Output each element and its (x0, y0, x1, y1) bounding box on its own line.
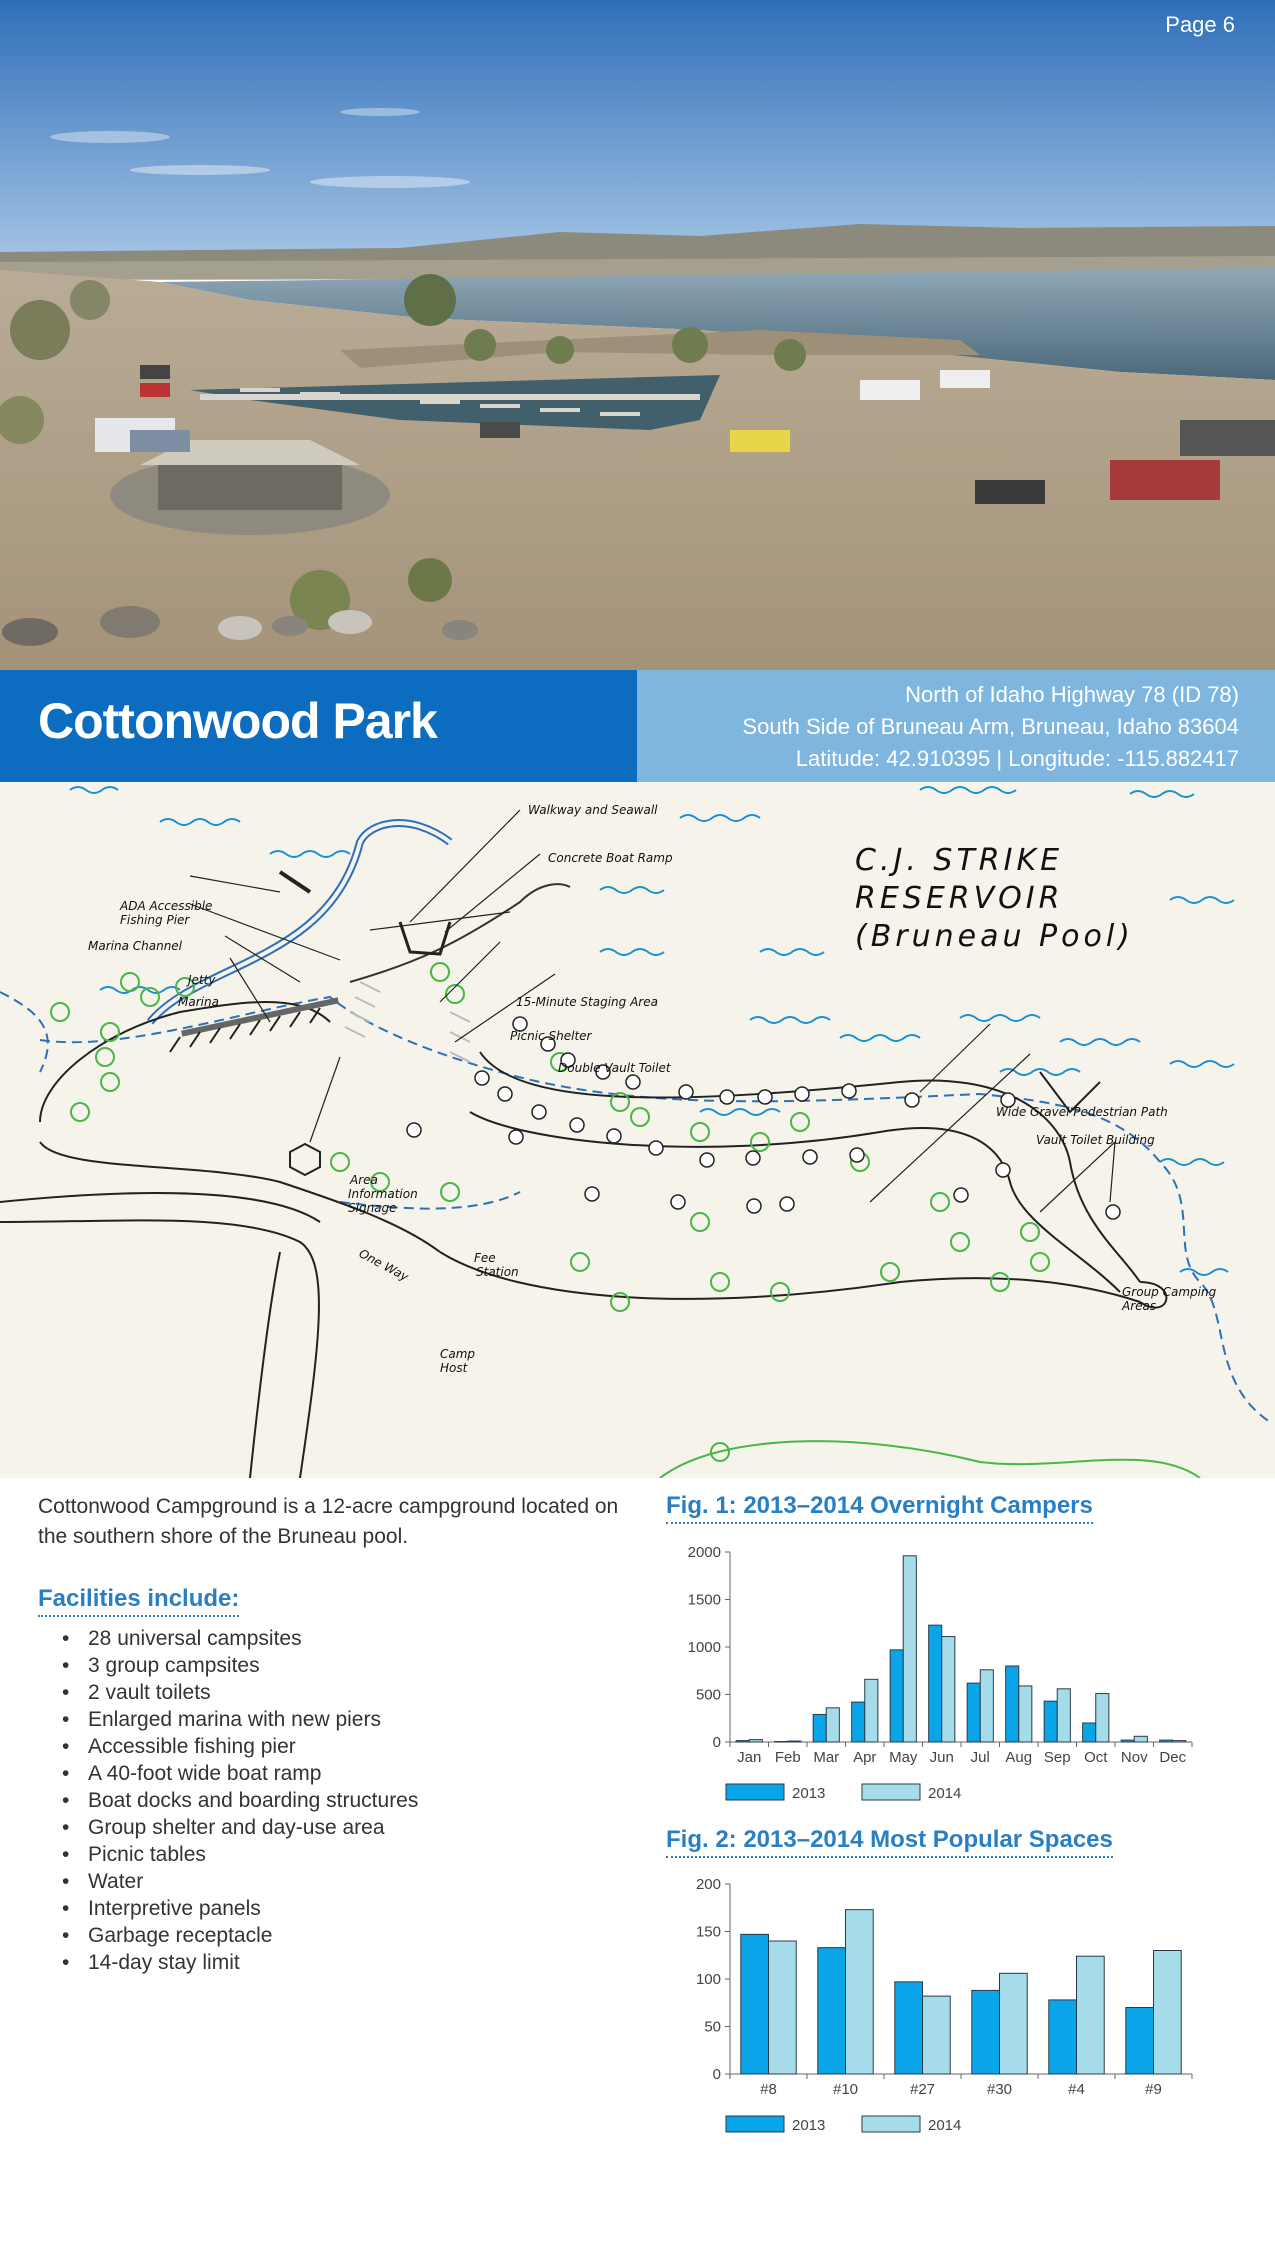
map-label-marina: Marina (178, 995, 219, 1009)
facility-item-label: Picnic tables (88, 1843, 206, 1866)
hero-photo (0, 0, 1275, 670)
bullet-icon: • (62, 1762, 70, 1785)
map-label-group-camping-2: Areas (1122, 1299, 1157, 1313)
campground-map (0, 782, 1275, 1478)
bar-2013-May (890, 1650, 903, 1742)
map-label-jetty: Jetty (188, 973, 216, 987)
map-label-gravel-path: Wide Gravel Pedestrian Path (996, 1105, 1168, 1119)
bar-2013-Dec (1160, 1740, 1173, 1742)
bar-2014-May (903, 1556, 916, 1742)
bar-2013-Feb (775, 1742, 788, 1743)
map-label-camp-host-2: Host (440, 1361, 468, 1375)
facility-item-label: Water (88, 1870, 144, 1893)
bar-2014-Apr (865, 1679, 878, 1742)
y-tick-label: 2000 (687, 1544, 721, 1561)
map-label-area-info-1: Area (350, 1173, 378, 1187)
reservoir-title-3: (Bruneau Pool) (855, 919, 1134, 954)
fig1-overnight-campers-chart (666, 1534, 1226, 1824)
facility-item (62, 1625, 418, 1652)
bar-2014-Aug (1019, 1686, 1032, 1742)
y-tick-label: 150 (695, 1923, 721, 1941)
facility-item (62, 1868, 418, 1895)
map-label-ada-1: ADA Accessible (120, 899, 213, 913)
x-tick-label: #10 (832, 2081, 859, 2098)
map-label-picnic-shelter: Picnic Shelter (510, 1029, 592, 1043)
legend-label-2014: 2014 (928, 2117, 962, 2134)
x-tick-label: Aug (1005, 1749, 1033, 1766)
bar-2013-Jun (929, 1625, 942, 1742)
bar-2014-Sep (1057, 1689, 1070, 1742)
bar-2014-#30 (1000, 1973, 1028, 2074)
bullet-icon: • (62, 1735, 70, 1758)
legend-swatch-2013 (726, 2116, 784, 2132)
facility-item-label: 14-day stay limit (88, 1951, 240, 1974)
facility-item-label: Enlarged marina with new piers (88, 1708, 381, 1731)
bullet-icon: • (62, 1654, 70, 1677)
fig2-title: Fig. 2: 2013–2014 Most Popular Spaces (666, 1826, 1113, 1858)
x-tick-label: #8 (760, 2081, 777, 2098)
park-title: Cottonwood Park (38, 693, 437, 749)
bar-2013-Aug (1006, 1666, 1019, 1742)
bar-2013-#4 (1049, 2000, 1077, 2074)
facility-item-label: A 40-foot wide boat ramp (88, 1762, 322, 1785)
bullet-icon: • (62, 1951, 70, 1974)
bullet-icon: • (62, 1897, 70, 1920)
address-line-2: South Side of Bruneau Arm, Bruneau, Idaho 83604 (742, 714, 1239, 739)
reservoir-title-1: C.J. STRIKE (855, 843, 1064, 878)
facility-item-label: Garbage receptacle (88, 1924, 273, 1947)
facility-item-label: Accessible fishing pier (88, 1735, 296, 1758)
x-tick-label: Apr (853, 1749, 877, 1766)
map-label-staging-area: 15-Minute Staging Area (516, 995, 658, 1009)
bar-2014-Dec (1173, 1741, 1186, 1742)
legend-swatch-2014 (862, 2116, 920, 2132)
bullet-icon: • (62, 1627, 70, 1650)
y-tick-label: 500 (695, 1686, 721, 1704)
y-tick-label: 1000 (687, 1639, 721, 1656)
facility-item (62, 1760, 418, 1787)
facilities-list (62, 1625, 418, 1976)
facility-item (62, 1895, 418, 1922)
bar-2014-Oct (1096, 1694, 1109, 1742)
bullet-icon: • (62, 1816, 70, 1839)
park-banner (0, 670, 1275, 782)
x-tick-label: Jul (970, 1749, 990, 1766)
x-tick-label: #4 (1068, 2081, 1085, 2098)
bar-2013-#9 (1126, 2008, 1154, 2075)
facility-item-label: 3 group campsites (88, 1654, 260, 1677)
legend-label-2014: 2014 (928, 1785, 962, 1802)
bar-2014-Jul (980, 1670, 993, 1742)
bar-2013-Oct (1083, 1723, 1096, 1742)
legend-swatch-2014 (862, 1784, 920, 1800)
map-label-group-camping-1: Group Camping (1122, 1285, 1217, 1299)
bar-2014-#8 (769, 1941, 797, 2074)
x-tick-label: #27 (909, 2081, 936, 2098)
y-tick-label: 200 (695, 1876, 721, 1893)
bar-2013-Sep (1044, 1701, 1057, 1742)
x-tick-label: #9 (1145, 2081, 1162, 2098)
x-tick-label: Sep (1043, 1749, 1071, 1766)
map-label-fee-1: Fee (474, 1251, 496, 1265)
map-label-boat-ramp: Concrete Boat Ramp (548, 851, 673, 865)
map-label-vault-toilet-building: Vault Toilet Building (1036, 1133, 1155, 1147)
page-number: Page 6 (1165, 12, 1235, 37)
legend-label-2013: 2013 (792, 2117, 826, 2134)
banner-title-panel (0, 670, 637, 782)
bar-2013-#10 (818, 1948, 846, 2074)
y-tick-label: 100 (695, 1971, 721, 1988)
legend-label-2013: 2013 (792, 1785, 826, 1802)
bar-2014-#9 (1154, 1951, 1182, 2075)
bullet-icon: • (62, 1789, 70, 1812)
map-label-ada-2: Fishing Pier (120, 913, 190, 927)
address-line-1: North of Idaho Highway 78 (ID 78) (905, 682, 1239, 707)
banner-address-panel (637, 670, 1275, 782)
x-tick-label: Jun (929, 1749, 954, 1766)
bar-2013-Nov (1121, 1740, 1134, 1742)
facility-item (62, 1949, 418, 1976)
facility-item (62, 1706, 418, 1733)
x-tick-label: Dec (1159, 1749, 1187, 1766)
bullet-icon: • (62, 1870, 70, 1893)
facility-item-label: Interpretive panels (88, 1897, 261, 1920)
bar-2014-#4 (1077, 1956, 1105, 2074)
facility-item (62, 1841, 418, 1868)
map-label-area-info-2: Information (348, 1187, 418, 1201)
legend-swatch-2013 (726, 1784, 784, 1800)
facility-item (62, 1814, 418, 1841)
x-tick-label: Mar (813, 1749, 840, 1766)
bar-2014-Feb (788, 1741, 801, 1742)
x-tick-label: Nov (1120, 1749, 1148, 1766)
bar-2013-#8 (741, 1934, 769, 2074)
bar-2014-Nov (1134, 1736, 1147, 1742)
facilities-heading: Facilities include: (38, 1585, 239, 1617)
facility-item (62, 1787, 418, 1814)
bar-2013-#27 (895, 1982, 923, 2074)
map-label-fee-2: Station (476, 1265, 519, 1279)
fig2-popular-spaces-chart (666, 1866, 1226, 2156)
map-label-area-info-3: Signage (348, 1201, 397, 1215)
map-label-one-way: One Way (356, 1246, 411, 1284)
map-label-double-vault-toilet: Double Vault Toilet (558, 1061, 671, 1075)
bar-2013-Jul (967, 1683, 980, 1742)
x-tick-label: Feb (774, 1749, 801, 1766)
facility-item (62, 1652, 418, 1679)
y-tick-label: 0 (712, 2066, 721, 2083)
address-coordinates: Latitude: 42.910395 | Longitude: -115.882417 (795, 746, 1239, 771)
bar-2014-#27 (923, 1996, 951, 2074)
map-label-camp-host-1: Camp (440, 1347, 476, 1361)
bullet-icon: • (62, 1708, 70, 1731)
map-label-marina-channel: Marina Channel (88, 939, 183, 953)
bar-2014-Jan (749, 1740, 762, 1742)
y-tick-label: 1500 (687, 1591, 721, 1609)
bullet-icon: • (62, 1681, 70, 1704)
campground-map-drawing (0, 782, 1275, 1478)
y-tick-label: 0 (712, 1734, 721, 1751)
facility-item (62, 1733, 418, 1760)
fig1-title: Fig. 1: 2013–2014 Overnight Campers (666, 1492, 1093, 1524)
bar-2013-Jan (736, 1741, 749, 1742)
bullet-icon: • (62, 1843, 70, 1866)
x-tick-label: May (889, 1749, 918, 1766)
bar-2014-Mar (826, 1708, 839, 1742)
bar-2014-Jun (942, 1637, 955, 1742)
facility-item (62, 1679, 418, 1706)
intro-paragraph: Cottonwood Campground is a 12-acre campground located on the southern shore of the Bruneau pool. (38, 1495, 619, 1548)
x-tick-label: Jan (737, 1749, 762, 1766)
marina-photo-illustration (0, 0, 1275, 670)
bar-2013-Mar (813, 1714, 826, 1742)
y-tick-label: 50 (704, 2018, 721, 2036)
bar-2013-Apr (852, 1702, 865, 1742)
bar-2013-#30 (972, 1990, 1000, 2074)
x-tick-label: Oct (1084, 1749, 1108, 1766)
parking-stripes (345, 982, 470, 1062)
x-tick-label: #30 (986, 2081, 1013, 2098)
map-label-walkway: Walkway and Seawall (528, 803, 658, 817)
bullet-icon: • (62, 1924, 70, 1947)
facility-item-label: Boat docks and boarding structures (88, 1789, 419, 1812)
reservoir-title-2: RESERVOIR (855, 881, 1064, 916)
bar-2014-#10 (846, 1910, 874, 2074)
facility-item-label: 2 vault toilets (88, 1681, 211, 1704)
facility-item-label: Group shelter and day-use area (88, 1816, 385, 1839)
facility-item-label: 28 universal campsites (88, 1627, 302, 1650)
facility-item (62, 1922, 418, 1949)
